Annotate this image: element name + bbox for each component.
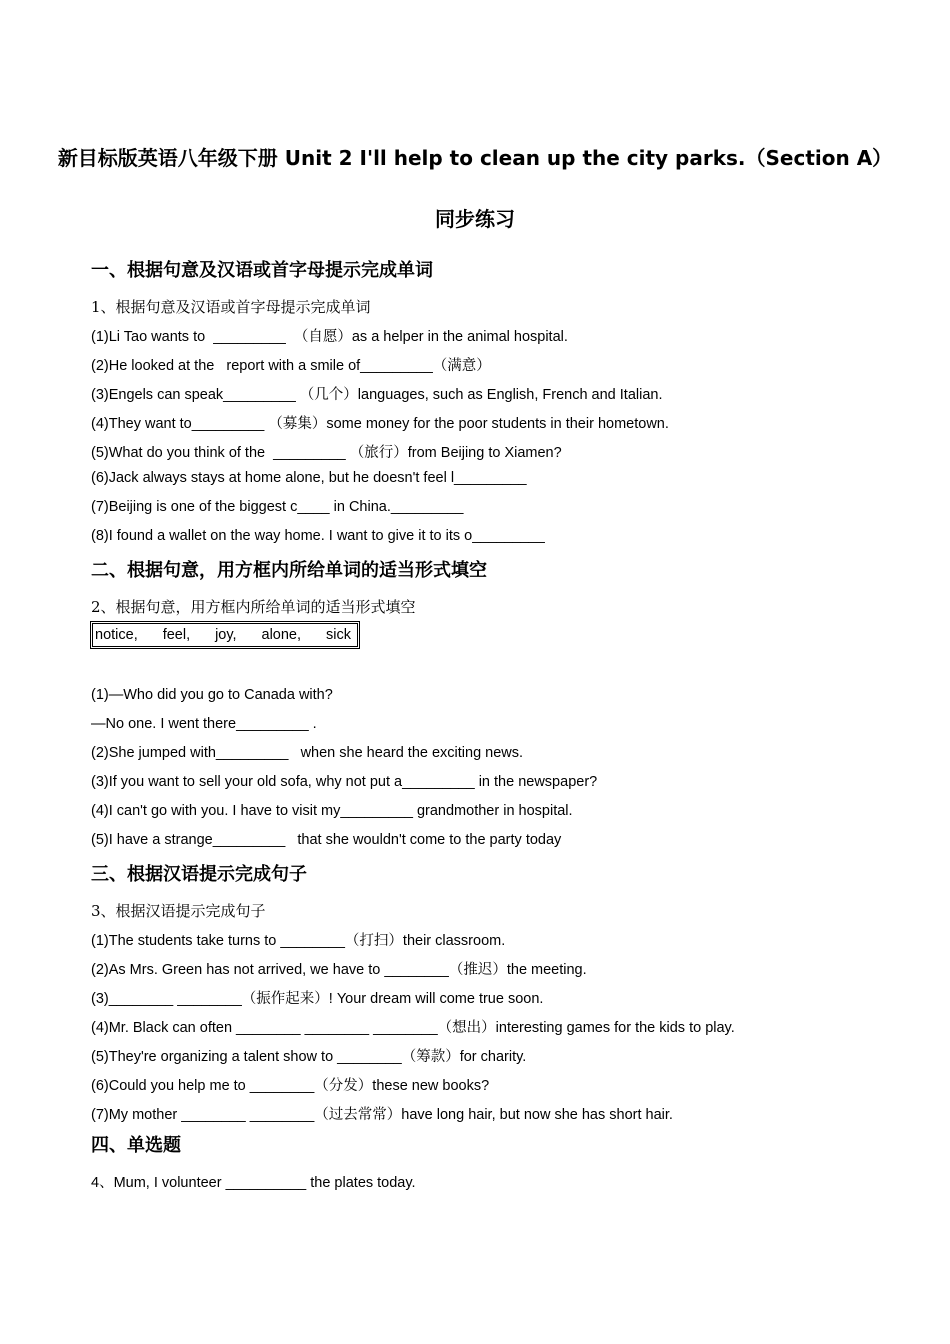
question-line: (3)If you want to sell your old sofa, why not put a_________ in the newspaper? <box>91 774 598 790</box>
question-line: (1)The students take turns to ________（打扫）their classroom. <box>91 933 506 949</box>
worksheet-subtitle: 同步练习 <box>435 207 515 231</box>
word-bank-item: notice, <box>95 627 138 643</box>
section-3-heading: 三、根据汉语提示完成句子 <box>91 864 307 885</box>
section-1-instruction: 1、根据句意及汉语或首字母提示完成单词 <box>91 298 371 316</box>
question-line: (6)Jack always stays at home alone, but he doesn't feel l_________ <box>91 470 527 486</box>
word-bank-item: joy, <box>215 627 237 643</box>
section-1-heading: 一、根据句意及汉语或首字母提示完成单词 <box>91 260 433 281</box>
worksheet-title: 新目标版英语八年级下册 Unit 2 I'll help to clean up the city parks.（Section A） <box>57 146 893 170</box>
question-line: (7)Beijing is one of the biggest c____ in China._________ <box>91 499 464 515</box>
question-line: (3)________ ________（振作起来）! Your dream will come true soon. <box>91 991 544 1007</box>
question-line: (1)Li Tao wants to _________ （自愿）as a helper in the animal hospital. <box>91 329 568 345</box>
word-bank-item: alone, <box>261 627 302 643</box>
question-line: —No one. I went there_________ . <box>91 716 317 732</box>
question-line: (5)They're organizing a talent show to ________（筹款）for charity. <box>91 1049 527 1065</box>
question-line: (8)I found a wallet on the way home. I want to give it to its o_________ <box>91 528 545 544</box>
question-line: (4)They want to_________ （募集）some money for the poor students in their hometown. <box>91 416 669 432</box>
word-bank-box <box>90 621 360 649</box>
section-3-instruction: 3、根据汉语提示完成句子 <box>91 902 266 920</box>
question-line: (6)Could you help me to ________（分发）these new books? <box>91 1078 490 1094</box>
question-line: (2)As Mrs. Green has not arrived, we have to ________（推迟）the meeting. <box>91 962 587 978</box>
question-line: (3)Engels can speak_________ （几个）languages, such as English, French and Italian. <box>91 387 663 403</box>
question-line: (4)Mr. Black can often ________ ________ ________（想出）interesting games for the kids to play. <box>91 1020 735 1036</box>
word-bank-item: feel, <box>162 627 191 643</box>
question-line: (4)I can't go with you. I have to visit my_________ grandmother in hospital. <box>91 803 573 819</box>
question-line: (5)I have a strange_________ that she wouldn't come to the party today <box>91 832 562 848</box>
word-bank-item: sick <box>325 627 351 643</box>
question-line: (2)She jumped with_________ when she heard the exciting news. <box>91 745 524 761</box>
question-line: (1)—Who did you go to Canada with? <box>91 687 333 703</box>
question-line: (7)My mother ________ ________（过去常常）have long hair, but now she has short hair. <box>91 1107 673 1123</box>
section-2-instruction: 2、根据句意，用方框内所给单词的适当形式填空 <box>91 598 416 616</box>
question-line: (5)What do you think of the _________ （旅行）from Beijing to Xiamen? <box>91 445 562 461</box>
section-4-heading: 四、单选题 <box>91 1135 181 1156</box>
question-line: 4、Mum, I volunteer __________ the plates today. <box>91 1175 416 1191</box>
question-line: (2)He looked at the report with a smile of_________（满意） <box>91 358 491 374</box>
section-2-heading: 二、根据句意，用方框内所给单词的适当形式填空 <box>91 560 487 581</box>
